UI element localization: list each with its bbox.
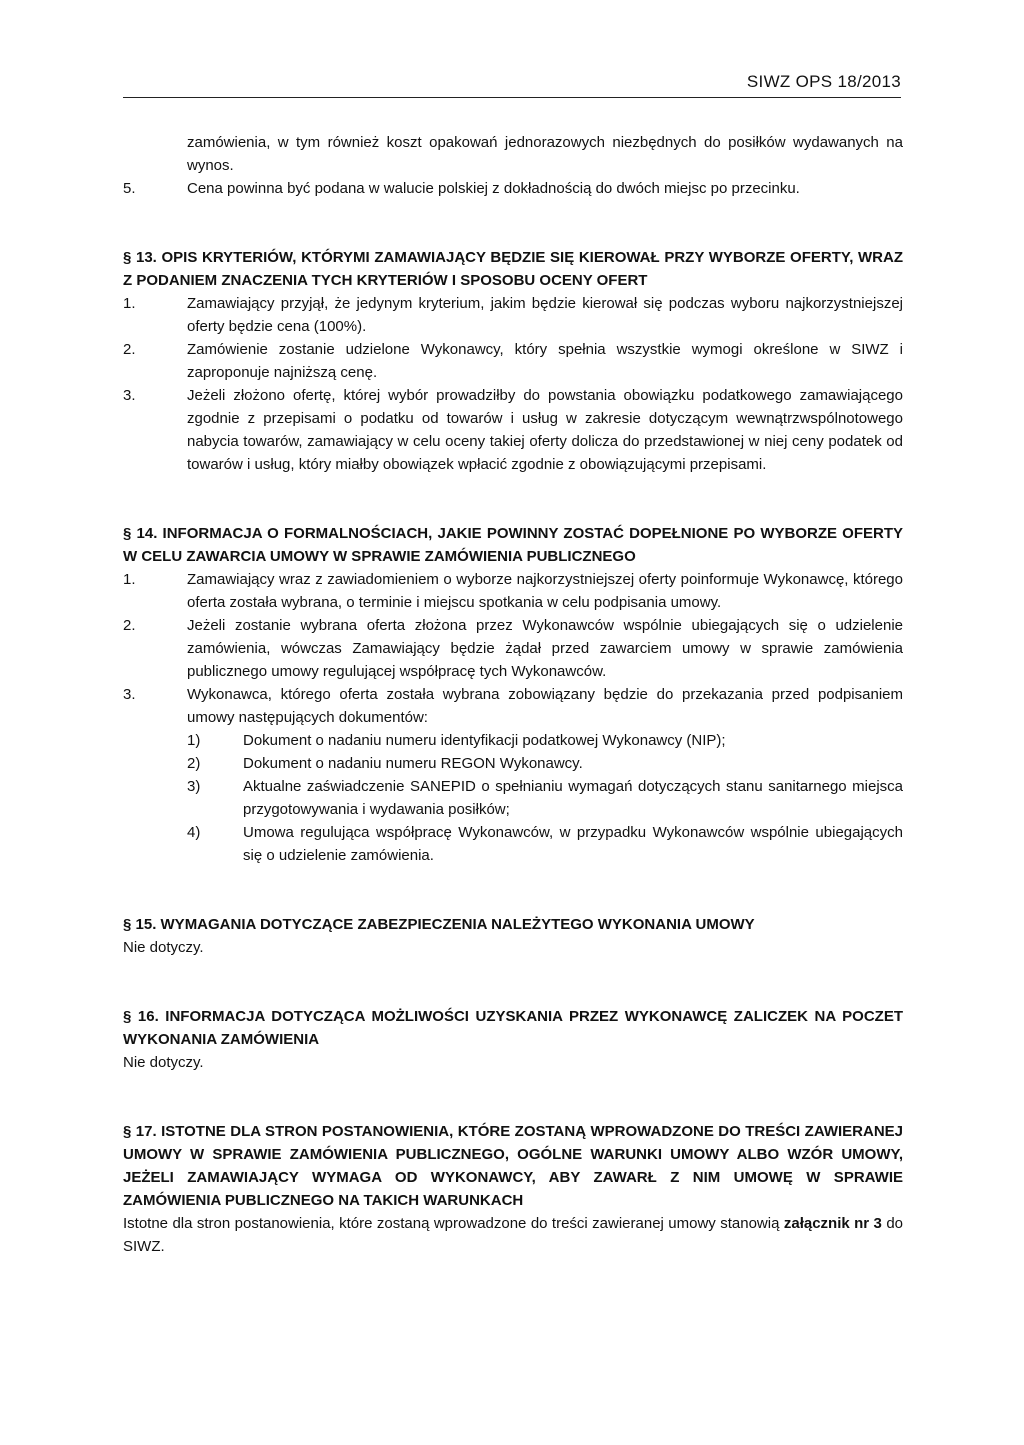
sub-item-number: 1) [187, 732, 201, 749]
sub-list-item [123, 729, 903, 752]
item-text: Cena powinna być podana w walucie polskiej z dokładnością do dwóch miejsc po przecinku. [187, 180, 800, 197]
section-15-heading: § 15. WYMAGANIA DOTYCZĄCE ZABEZPIECZENIA NALEŻYTEGO WYKONANIA UMOWY [123, 916, 755, 933]
list-item [123, 338, 903, 384]
list-item [123, 292, 903, 338]
list-item [123, 568, 903, 614]
list-item [123, 131, 903, 177]
sub-item-number: 3) [187, 778, 201, 795]
sub-list-item [123, 821, 903, 867]
sub-item-text: Aktualne zaświadczenie SANEPID o spełnianiu wymagań dotyczących stanu sanitarnego miejsca przygotowywania i wydawania posiłków; [243, 778, 903, 818]
item-text: Zamówienie zostanie udzielone Wykonawcy, który spełnia wszystkie wymogi określone w SIWZ i zaproponuje najniższą cenę. [187, 341, 903, 381]
list-item [123, 683, 903, 729]
attachment-reference: załącznik nr 3 [783, 1215, 882, 1232]
list-item [123, 384, 903, 476]
item-number: 2. [123, 617, 136, 634]
item-number: 1. [123, 295, 136, 312]
item-text: Jeżeli zostanie wybrana oferta złożona przez Wykonawców wspólnie ubiegających się o udzielenie zamówienia, wówczas Zamawiający będzie żądał przed zawarciem umowy w sprawie zamówienia publicznego umowy regulującej współpracę tych Wykonawców. [187, 617, 903, 680]
sub-list-item [123, 752, 903, 775]
section-16-heading: § 16. INFORMACJA DOTYCZĄCA MOŻLIWOŚCI UZYSKANIA PRZEZ WYKONAWCĘ ZALICZEK NA POCZET WYKONANIA ZAMÓWIENIA [123, 1008, 903, 1048]
item-number: 3. [123, 686, 136, 703]
section-14-heading: § 14. INFORMACJA O FORMALNOŚCIACH, JAKIE POWINNY ZOSTAĆ DOPEŁNIONE PO WYBORZE OFERTY W CELU ZAWARCIA UMOWY W SPRAWIE ZAMÓWIENIA PUBLICZNEGO [123, 525, 903, 565]
section-13-heading: § 13. OPIS KRYTERIÓW, KTÓRYMI ZAMAWIAJĄCY BĘDZIE SIĘ KIEROWAŁ PRZY WYBORZE OFERTY, WRAZ Z PODANIEM ZNACZENIA TYCH KRYTERIÓW I SPOSOBU OCENY OFERT [123, 249, 903, 289]
sub-item-text: Dokument o nadaniu numeru REGON Wykonawcy. [243, 755, 583, 772]
section-17-text [123, 1212, 903, 1258]
list-item [123, 614, 903, 683]
list-item [123, 177, 903, 200]
section-17-heading: § 17. ISTOTNE DLA STRON POSTANOWIENIA, KTÓRE ZOSTANĄ WPROWADZONE DO TREŚCI ZAWIERANEJ UMOWY W SPRAWIE ZAMÓWIENIA PUBLICZNEGO, OGÓLNE WARUNKI UMOWY ALBO WZÓR UMOWY, JEŻELI ZAMAWIAJĄCY WYMAGA OD WYKONAWCY, ABY ZAWARŁ Z NIM UMOWĘ W SPRAWIE ZAMÓWIENIA PUBLICZNEGO NA TAKICH WARUNKACH [123, 1123, 903, 1209]
section-17-text-after: do SIWZ. [123, 1215, 904, 1255]
item-text: Wykonawca, którego oferta została wybrana zobowiązany będzie do przekazania przed podpisaniem umowy następujących dokumentów: [187, 686, 903, 726]
item-number: 5. [123, 180, 136, 197]
section-16-text: Nie dotyczy. [123, 1054, 204, 1071]
item-text: Zamawiający wraz z zawiadomieniem o wyborze najkorzystniejszej oferty poinformuje Wykonawcę, którego oferta została wybrana, o terminie i miejscu spotkania w celu podpisania umowy. [187, 571, 903, 611]
document-body [123, 131, 903, 1258]
item-number: 1. [123, 571, 136, 588]
header-divider [123, 97, 901, 98]
item-text: Jeżeli złożono ofertę, której wybór prowadziłby do powstania obowiązku podatkowego zamawiającego zgodnie z przepisami o podatku od towarów i usług w zakresie dotyczącym wewnątrzwspólnotowego nabycia towarów, zamawiający w celu oceny takiej oferty dolicza do przedstawionej w niej ceny podatek od towarów i usług, który miałby obowiązek wpłacić zgodnie z obowiązującymi przepisami. [187, 387, 903, 473]
item-number: 3. [123, 387, 136, 404]
section-17-text-before: Istotne dla stron postanowienia, które zostaną wprowadzone do treści zawieranej umowy stanowią [123, 1215, 780, 1232]
sub-item-text: Dokument o nadaniu numeru identyfikacji podatkowej Wykonawcy (NIP); [243, 732, 726, 749]
item-text: Zamawiający przyjął, że jedynym kryterium, jakim będzie kierował się podczas wyboru najkorzystniejszej oferty będzie cena (100%). [187, 295, 903, 335]
document-header: SIWZ OPS 18/2013 [746, 72, 901, 91]
sub-item-number: 4) [187, 824, 201, 841]
section-15-text: Nie dotyczy. [123, 939, 204, 956]
continuation-text: zamówienia, w tym również koszt opakowań jednorazowych niezbędnych do posiłków wydawanych na wynos. [187, 134, 903, 174]
item-number: 2. [123, 341, 136, 358]
sub-list-item [123, 775, 903, 821]
sub-item-number: 2) [187, 755, 201, 772]
sub-item-text: Umowa regulująca współpracę Wykonawców, w przypadku Wykonawców wspólnie ubiegających się o udzielenie zamówienia. [243, 824, 903, 864]
